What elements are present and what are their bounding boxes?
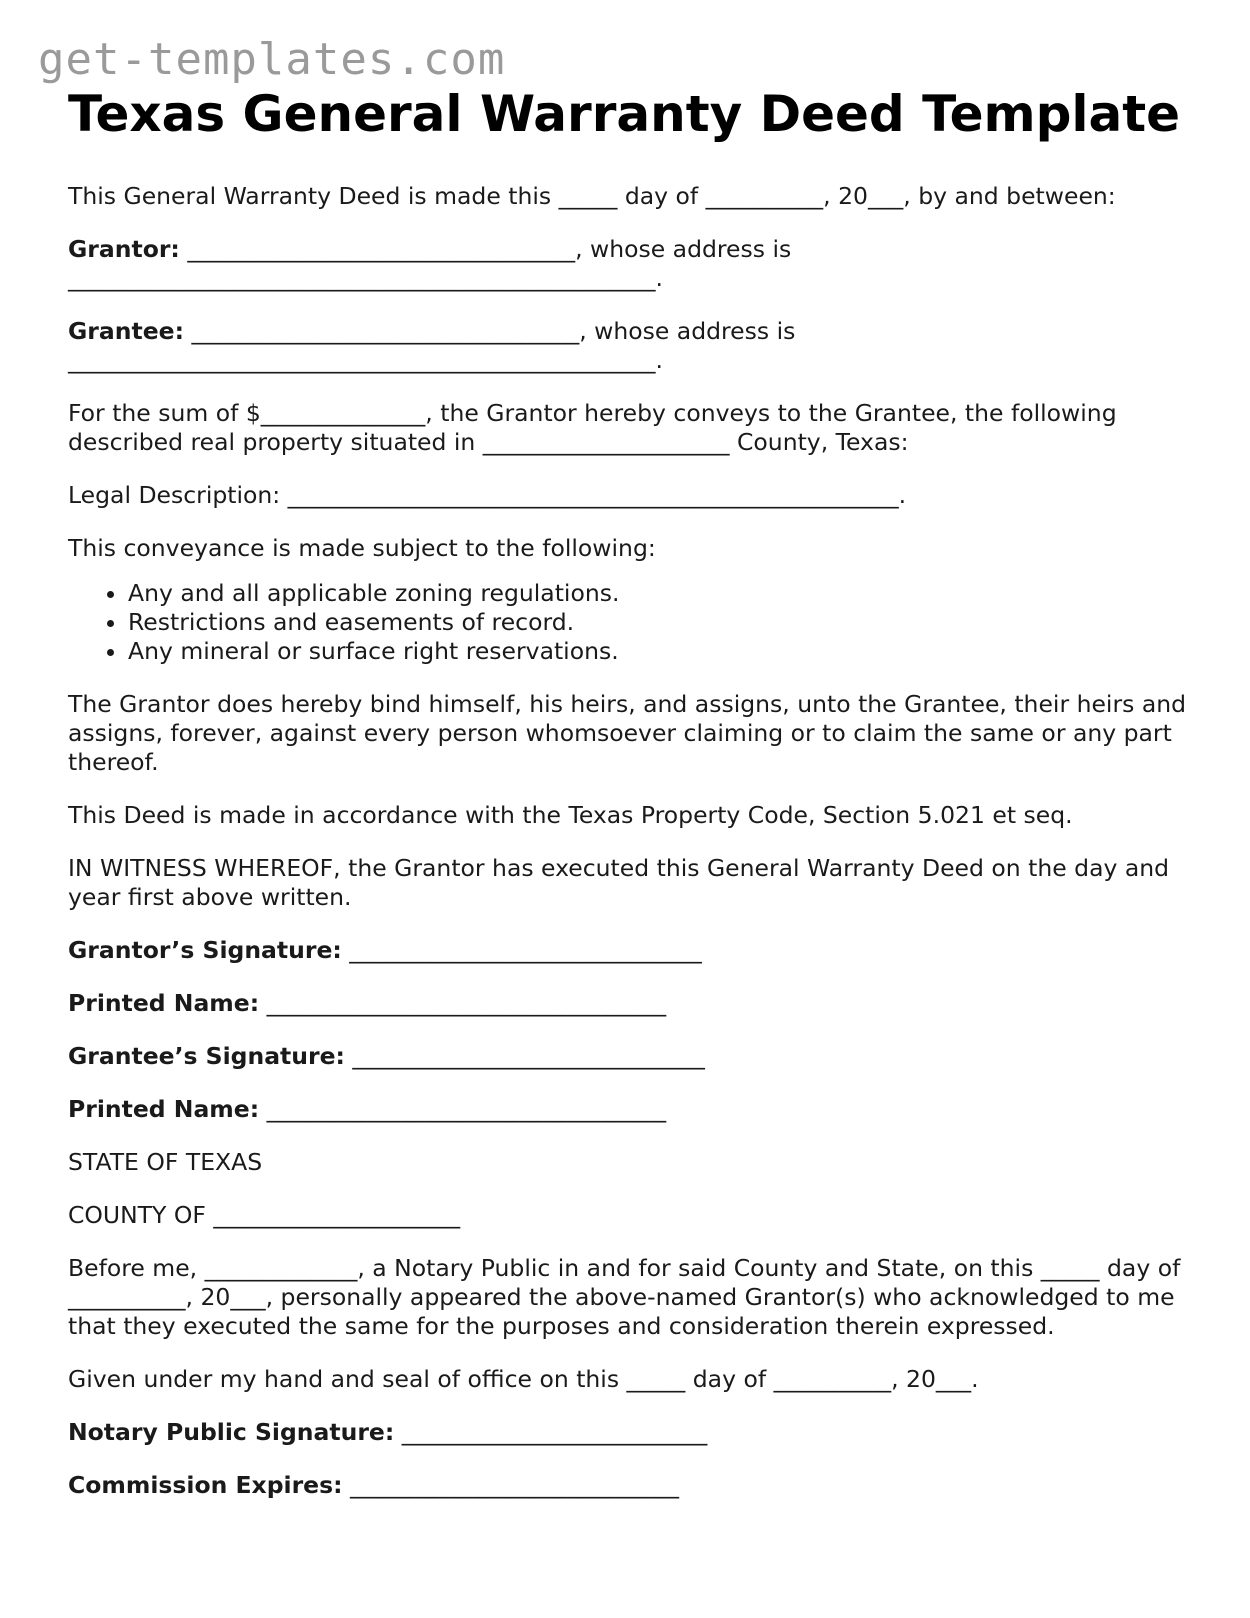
grantor-printed-name-blank: __________________________________	[259, 988, 667, 1017]
commission-expires-line	[68, 1471, 1188, 1500]
legal-description: Legal Description: ____________________________________________________.	[68, 480, 907, 509]
notary-acknowledgment: Before me, _____________, a Notary Public in and for said County and State, on this _____ day of __________, 20___, personally appeared the above-named Grantor(s) who acknowledged to me that they executed the same for the purposes and consideration therein expressed.	[68, 1253, 1181, 1340]
warranty-clause: The Grantor does hereby bind himself, his heirs, and assigns, unto the Grantee, their heirs and assigns, forever, against every person whomsoever claiming or to claim the same or any part thereof.	[68, 689, 1187, 776]
commission-expires-label: Commission Expires:	[68, 1470, 343, 1499]
grantor-signature-line	[68, 936, 1188, 965]
subject-list	[68, 579, 1188, 666]
notary-signature-line	[68, 1418, 1188, 1447]
grantee-paragraph	[68, 317, 1188, 375]
notary-signature-blank: __________________________	[394, 1417, 708, 1446]
list-item: • Restrictions and easements of record.	[128, 608, 1188, 637]
county-line: COUNTY OF _____________________	[68, 1200, 461, 1229]
grantee-printed-name-blank: __________________________________	[259, 1094, 667, 1123]
intro-paragraph: This General Warranty Deed is made this _____ day of __________, 20___, by and between:	[68, 181, 1116, 210]
code-reference: This Deed is made in accordance with the Texas Property Code, Section 5.021 et seq.	[68, 800, 1073, 829]
grantor-paragraph	[68, 235, 1188, 293]
grantee-blank: _________________________________, whose address is __________________________________________________.	[68, 316, 796, 374]
grantor-signature-label: Grantor’s Signature:	[68, 935, 342, 964]
witness-paragraph: IN WITNESS WHEREOF, the Grantor has executed this General Warranty Deed on the day and year first above written.	[68, 853, 1170, 911]
grantor-signature-blank: ______________________________	[341, 935, 702, 964]
watermark: get-templates.com	[38, 34, 506, 85]
document-page	[68, 86, 1188, 1524]
state-line: STATE OF TEXAS	[68, 1147, 263, 1176]
grantor-blank: _________________________________, whose address is __________________________________________________.	[68, 234, 792, 292]
document-title: Texas General Warranty Deed Template	[68, 85, 1181, 143]
subject-intro: This conveyance is made subject to the following:	[68, 533, 656, 562]
list-item: • Any mineral or surface right reservations.	[128, 637, 1188, 666]
grantee-printed-name-label: Printed Name:	[68, 1094, 260, 1123]
notary-signature-label: Notary Public Signature:	[68, 1417, 395, 1446]
grantor-label: Grantor:	[68, 234, 180, 263]
grantee-signature-label: Grantee’s Signature:	[68, 1041, 345, 1070]
commission-expires-blank: ____________________________	[342, 1470, 679, 1499]
given-under-paragraph: Given under my hand and seal of office on this _____ day of __________, 20___.	[68, 1364, 979, 1393]
consideration-paragraph: For the sum of $______________, the Grantor hereby conveys to the Grantee, the following described real property situated in _____________________ County, Texas:	[68, 398, 1117, 456]
grantee-signature-blank: ______________________________	[344, 1041, 705, 1070]
list-item: • Any and all applicable zoning regulations.	[128, 579, 1188, 608]
grantor-printed-name-line	[68, 989, 1188, 1018]
grantee-label: Grantee:	[68, 316, 184, 345]
grantee-printed-name-line	[68, 1095, 1188, 1124]
grantee-signature-line	[68, 1042, 1188, 1071]
grantor-printed-name-label: Printed Name:	[68, 988, 260, 1017]
